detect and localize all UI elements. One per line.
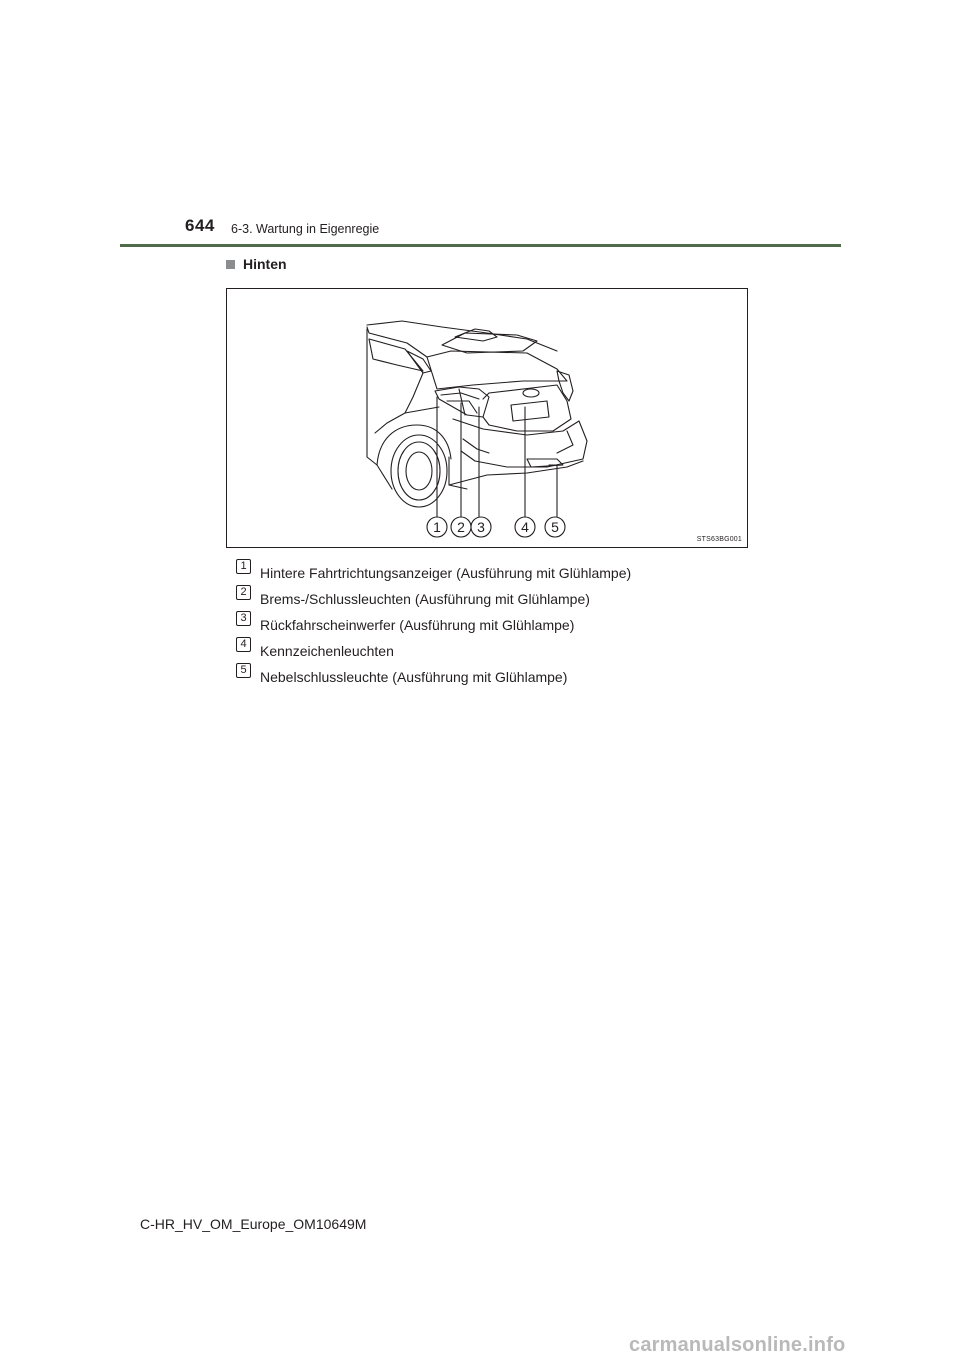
legend-item [236, 638, 631, 664]
legend-list [236, 560, 631, 690]
legend-text: Kennzeichenleuchten [260, 643, 394, 659]
square-bullet-icon [226, 260, 235, 269]
page-number: 644 [185, 216, 215, 235]
figure-code: STS63BG001 [696, 536, 742, 543]
chapter-title: 6-3. Wartung in Eigenregie [231, 222, 380, 236]
legend-number-badge: 1 [236, 559, 251, 574]
legend-item [236, 664, 631, 690]
rear-lights-figure [226, 288, 748, 548]
figure-callout-3: 3 [477, 519, 485, 535]
legend-text: Brems-/Schlussleuchten (Ausführung mit Glühlampe) [260, 591, 590, 607]
figure-callout-4: 4 [521, 519, 529, 535]
legend-item [236, 612, 631, 638]
figure-callout-1: 1 [433, 519, 441, 535]
legend-number-badge: 5 [236, 663, 251, 678]
watermark-text: carmanualsonline.info [629, 1334, 846, 1356]
footer-document-id: C-HR_HV_OM_Europe_OM10649M [140, 1216, 367, 1232]
legend-text: Nebelschlussleuchte (Ausführung mit Glühlampe) [260, 669, 568, 685]
car-rear-illustration [227, 289, 747, 547]
header-divider [120, 244, 841, 247]
figure-callout-2: 2 [457, 519, 465, 535]
legend-text: Rückfahrscheinwerfer (Ausführung mit Glühlampe) [260, 617, 575, 633]
legend-item [236, 586, 631, 612]
section-heading-text: Hinten [243, 256, 287, 272]
figure-callout-5: 5 [551, 519, 559, 535]
legend-number-badge: 4 [236, 637, 251, 652]
legend-number-badge: 3 [236, 611, 251, 626]
legend-number-badge: 2 [236, 585, 251, 600]
section-heading [224, 256, 287, 272]
legend-text: Hintere Fahrtrichtungsanzeiger (Ausführung mit Glühlampe) [260, 565, 632, 581]
legend-item [236, 560, 631, 586]
